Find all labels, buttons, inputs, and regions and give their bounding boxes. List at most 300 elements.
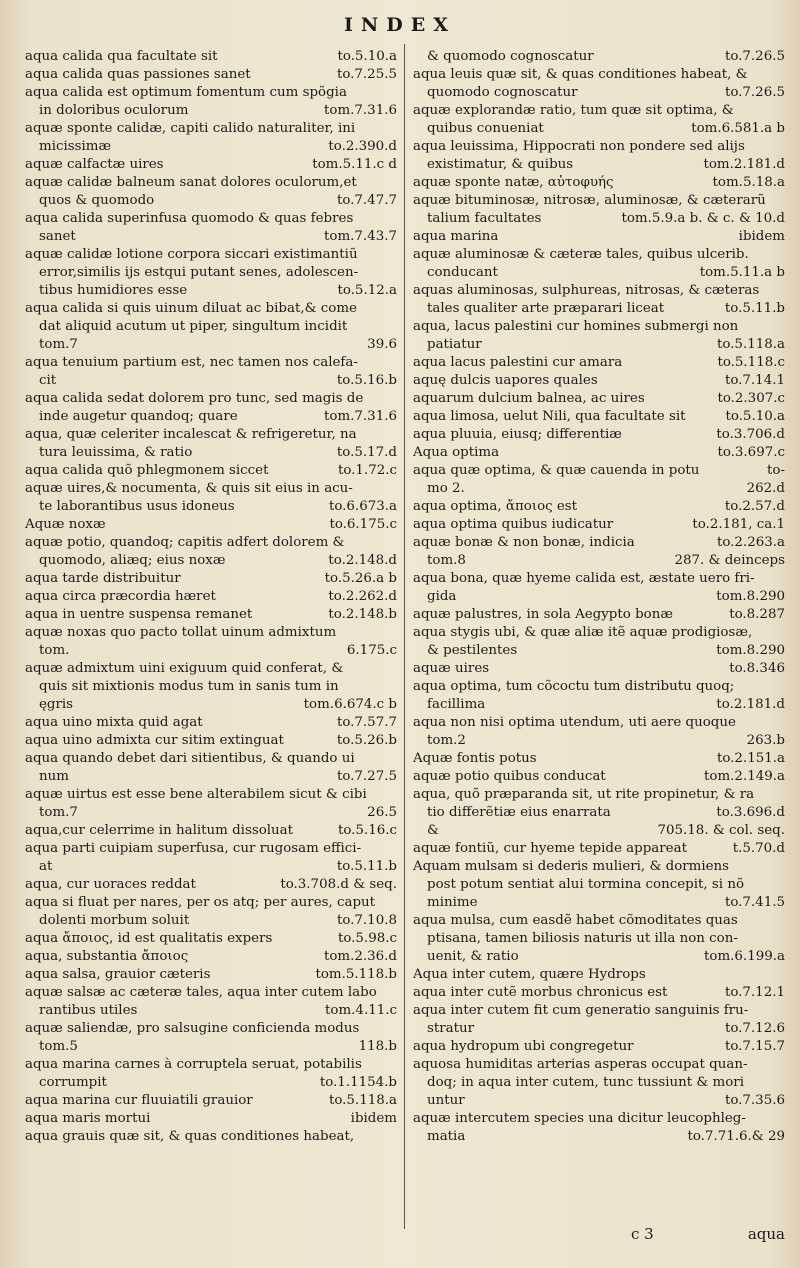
index-entry-line [25, 336, 397, 354]
entry-text: Aquæ noxæ [25, 517, 106, 532]
index-entry-line [25, 174, 397, 192]
entry-text: aqua mulsa, cum easdẽ habet cõmoditates quas [413, 913, 738, 928]
index-entry-line [25, 1110, 397, 1128]
index-entry-line [413, 354, 785, 372]
index-entry-line [25, 966, 397, 984]
entry-text: aqua leuis quæ sit, & quas conditiones habeat, & [413, 67, 748, 82]
index-entry-line [413, 768, 785, 786]
index-entry-line [413, 696, 785, 714]
entry-reference: t.5.70.d [732, 841, 785, 856]
index-entry-line [25, 678, 397, 696]
entry-reference: 705.18. & col. seq. [657, 823, 785, 838]
right-index-column [413, 48, 785, 1146]
index-entry-line [413, 642, 785, 660]
entry-text: aqua quando debet dari sitientibus, & quando ui [25, 751, 355, 766]
index-entry-line [25, 462, 397, 480]
entry-text: aquæ bonæ & non bonæ, indicia [413, 535, 635, 550]
entry-text: gida [427, 589, 457, 604]
entry-reference: 26.5 [367, 805, 397, 820]
entry-reference: to.5.11.b [336, 859, 397, 874]
entry-text: aqua inter cutem fit cum generatio sanguinis fru- [413, 1003, 749, 1018]
entry-reference: to.7.10.8 [336, 913, 397, 928]
entry-text: mo 2. [427, 481, 465, 496]
index-entry-line [413, 606, 785, 624]
entry-text: at [39, 859, 53, 874]
entry-text: aqua calida sedat dolorem pro tunc, sed magis de [25, 391, 364, 406]
index-entry-line [25, 588, 397, 606]
entry-reference: to.2.263.a [716, 535, 785, 550]
entry-text: aqua calida quas passiones sanet [25, 67, 251, 82]
entry-text: aqua calida qua facultate sit [25, 49, 218, 64]
index-entry-line [25, 948, 397, 966]
entry-reference: 39.6 [367, 337, 397, 352]
entry-text: doq; in aqua inter cutem, tunc tussiunt & mori [427, 1075, 744, 1090]
entry-text: aquæ sponte calidæ, capiti calido naturaliter, ini [25, 121, 356, 136]
entry-reference: to.7.71.6.& 29 [687, 1129, 785, 1144]
entry-text: & quomodo cognoscatur [427, 49, 594, 64]
index-entry-line [413, 678, 785, 696]
entry-text: inde augetur quandoq; quare [39, 409, 238, 424]
entry-text: tom.7 [39, 337, 78, 352]
entry-text: aqua marina cur fluuiatili grauior [25, 1093, 253, 1108]
entry-text: aqua, quæ celeriter incalescat & refrigeretur, na [25, 427, 357, 442]
index-entry-line [413, 48, 785, 66]
entry-text: aqua uino mixta quid agat [25, 715, 203, 730]
index-entry-line [413, 228, 785, 246]
index-entry-line [25, 1092, 397, 1110]
index-entry-line [25, 282, 397, 300]
entry-reference: to.2.390.d [328, 139, 397, 154]
index-entry-line [413, 84, 785, 102]
index-entry-line [413, 912, 785, 930]
index-entry-line [413, 534, 785, 552]
entry-text: Aqua inter cutem, quære Hydrops [413, 967, 646, 982]
index-entry-line [413, 984, 785, 1002]
entry-text: te laborantibus usus idoneus [39, 499, 235, 514]
entry-text: aqua salsa, grauior cæteris [25, 967, 211, 982]
index-entry-line [25, 660, 397, 678]
entry-text: aquas aluminosas, sulphureas, nitrosas, & cæteras [413, 283, 760, 298]
entry-reference: to.5.26.b [336, 733, 397, 748]
entry-reference: to.3.706.d [716, 427, 785, 442]
entry-reference: tom.5.118.b [315, 967, 397, 982]
index-entry-line [25, 498, 397, 516]
entry-text: aqua calida quõ phlegmonem siccet [25, 463, 269, 478]
index-entry-line [413, 444, 785, 462]
index-entry-line [25, 102, 397, 120]
entry-reference: to.7.41.5 [724, 895, 785, 910]
entry-text: aquæ potio, quandoq; capitis adfert dolorem & [25, 535, 345, 550]
entry-text: post potum sentiat alui tormina concepit, si nõ [427, 877, 745, 892]
entry-reference: tom.2.181.d [703, 157, 785, 172]
entry-text: aquosa humiditas arterias asperas occupat quan- [413, 1057, 748, 1072]
entry-reference: to.2.181.d [716, 697, 785, 712]
index-entry-line [413, 210, 785, 228]
entry-text: ptisana, tamen biliosis naturis ut illa non con- [427, 931, 738, 946]
entry-text: stratur [427, 1021, 475, 1036]
index-entry-line [25, 750, 397, 768]
index-entry-line [25, 300, 397, 318]
entry-text: micissimæ [39, 139, 112, 154]
entry-text: aqua inter cutẽ morbus chronicus est [413, 985, 668, 1000]
index-entry-line [25, 228, 397, 246]
page-title: INDEX [344, 14, 456, 36]
entry-text: aquæ intercutem species una dicitur leucophleg- [413, 1111, 746, 1126]
index-entry-line [25, 84, 397, 102]
entry-reference: tom.2.149.a [704, 769, 785, 784]
index-entry-line [25, 210, 397, 228]
index-entry-line [413, 516, 785, 534]
entry-text: aquæ aluminosæ & cæteræ tales, quibus ulcerib. [413, 247, 749, 262]
entry-text: facillima [427, 697, 486, 712]
index-entry-line [413, 138, 785, 156]
entry-text: aqua pluuia, eiusq; differentiæ [413, 427, 622, 442]
left-index-column [25, 48, 397, 1146]
entry-reference: to.1.1154.b [319, 1075, 397, 1090]
entry-reference: tom.6.674.c b [303, 697, 397, 712]
index-entry-line [413, 588, 785, 606]
index-entry-line [413, 570, 785, 588]
entry-text: dolenti morbum soluit [39, 913, 190, 928]
index-entry-line [413, 660, 785, 678]
entry-reference: tom.4.11.c [325, 1003, 397, 1018]
index-entry-line [413, 480, 785, 498]
index-entry-line [25, 48, 397, 66]
entry-text: aqua si fluat per nares, per os atq; per aures, caput [25, 895, 376, 910]
index-entry-line [413, 840, 785, 858]
index-entry-line [413, 1038, 785, 1056]
entry-reference: tom.8.290 [716, 589, 785, 604]
entry-reference: 118.b [358, 1039, 397, 1054]
entry-reference: to.8.346 [729, 661, 785, 676]
index-entry-line [25, 768, 397, 786]
entry-text: aqua bona, quæ hyeme calida est, æstate uero fri- [413, 571, 755, 586]
entry-text: aquę dulcis uapores quales [413, 373, 598, 388]
entry-reference: 262.d [746, 481, 785, 496]
entry-text: minime [427, 895, 478, 910]
entry-reference: to.5.118.a [328, 1093, 397, 1108]
entry-text: & [427, 823, 439, 838]
entry-reference: to.7.12.6 [724, 1021, 785, 1036]
entry-text: aqua, lacus palestini cur homines submergi non [413, 319, 739, 334]
entry-text: aqua uino admixta cur sitim extinguat [25, 733, 284, 748]
entry-reference: to.7.27.5 [336, 769, 397, 784]
index-entry-line [413, 930, 785, 948]
entry-reference: tom.7.43.7 [324, 229, 397, 244]
index-entry-line [25, 246, 397, 264]
entry-reference: to.7.35.6 [724, 1093, 785, 1108]
index-entry-line [25, 156, 397, 174]
entry-reference: tom.6.199.a [704, 949, 785, 964]
entry-text: untur [427, 1093, 465, 1108]
entry-text: cit [39, 373, 57, 388]
entry-reference: to.5.16.b [336, 373, 397, 388]
index-entry-line [25, 876, 397, 894]
entry-text: quis sit mixtionis modus tum in sanis tum in [39, 679, 339, 694]
index-entry-line [413, 408, 785, 426]
entry-text: aquæ uirtus est esse bene alterabilem sicut & cibi [25, 787, 367, 802]
index-entry-line [413, 246, 785, 264]
index-entry-line [413, 264, 785, 282]
entry-text: tom.7 [39, 805, 78, 820]
index-entry-line [25, 264, 397, 282]
entry-reference: to.8.287 [729, 607, 785, 622]
entry-text: existimatur, & quibus [427, 157, 574, 172]
entry-reference: to.5.17.d [336, 445, 397, 460]
entry-text: in doloribus oculorum [39, 103, 189, 118]
entry-text: aqua calida si quis uinum diluat ac bibat,& come [25, 301, 357, 316]
index-entry-line [413, 1110, 785, 1128]
index-entry-line [25, 642, 397, 660]
entry-text: tom. [39, 643, 70, 658]
index-entry-line [413, 102, 785, 120]
entry-reference: tom.6.581.a b [691, 121, 785, 136]
entry-reference: to.7.57.7 [336, 715, 397, 730]
entry-text: aqua parti cuipiam superfusa, cur rugosam effici- [25, 841, 362, 856]
entry-reference: to.2.57.d [724, 499, 785, 514]
index-entry-line [413, 732, 785, 750]
entry-text: corrumpit [39, 1075, 107, 1090]
index-entry-line [413, 192, 785, 210]
index-entry-line [413, 156, 785, 174]
entry-reference: ibidem [350, 1111, 397, 1126]
entry-text: aqua calida superinfusa quomodo & quas febres [25, 211, 354, 226]
entry-reference: to.5.10.a [337, 49, 397, 64]
entry-text: uenit, & ratio [427, 949, 519, 964]
entry-text: Aquæ fontis potus [413, 751, 537, 766]
entry-reference: to.2.307.c [717, 391, 785, 406]
signature-mark: c 3 [631, 1225, 654, 1243]
entry-reference: to.2.148.d [328, 553, 397, 568]
index-entry-line [413, 462, 785, 480]
index-entry-line [413, 858, 785, 876]
entry-reference: to.3.697.c [717, 445, 785, 460]
entry-text: patiatur [427, 337, 482, 352]
index-entry-line [25, 408, 397, 426]
entry-text: aquæ noxas quo pacto tollat uinum admixtum [25, 625, 337, 640]
index-entry-line [413, 822, 785, 840]
entry-reference: to.6.673.a [328, 499, 397, 514]
index-entry-line [25, 822, 397, 840]
index-entry-line [413, 66, 785, 84]
entry-text: quomodo cognoscatur [427, 85, 578, 100]
entry-text: aqua marina carnes à corruptela seruat, potabilis [25, 1057, 362, 1072]
entry-reference: tom.2.36.d [323, 949, 397, 964]
entry-text: aqua maris mortui [25, 1111, 151, 1126]
entry-text: aquæ sponte natæ, αὐτοφυής [413, 175, 614, 190]
entry-text: aquæ calidæ lotione corpora siccari existimantiũ [25, 247, 358, 262]
entry-text: tio differẽtiæ eius enarrata [427, 805, 611, 820]
entry-reference: to.5.118.c [717, 355, 785, 370]
index-entry-line [413, 282, 785, 300]
index-entry-line [25, 984, 397, 1002]
entry-reference: to.2.148.b [328, 607, 397, 622]
entry-text: aqua tenuium partium est, nec tamen nos calefa- [25, 355, 358, 370]
entry-reference: to.7.15.7 [724, 1039, 785, 1054]
entry-text: aqua, cur uoraces reddat [25, 877, 196, 892]
index-entry-line [25, 480, 397, 498]
entry-reference: tom.8.290 [716, 643, 785, 658]
entry-reference: to.7.26.5 [724, 85, 785, 100]
index-entry-line [413, 1020, 785, 1038]
entry-reference: tom.5.9.a b. & c. & 10.d [621, 211, 785, 226]
entry-reference: tom.5.11.c d [312, 157, 397, 172]
index-entry-line [413, 786, 785, 804]
entry-text: aquæ uires,& nocumenta, & quis sit eius in acu- [25, 481, 353, 496]
catchword: aqua [747, 1225, 785, 1243]
entry-text: num [39, 769, 69, 784]
index-entry-line [25, 426, 397, 444]
index-entry-line [413, 174, 785, 192]
index-entry-line [25, 732, 397, 750]
index-entry-line [25, 1020, 397, 1038]
entry-reference: to.7.14.1 [724, 373, 785, 388]
entry-reference: to.5.26.a b [324, 571, 397, 586]
entry-text: aquæ salsæ ac cæteræ tales, aqua inter cutem labo [25, 985, 377, 1000]
entry-reference: tom.5.18.a [712, 175, 785, 190]
index-entry-line [413, 714, 785, 732]
entry-text: rantibus utiles [39, 1003, 138, 1018]
index-entry-line [413, 300, 785, 318]
index-entry-line [25, 390, 397, 408]
index-entry-line [413, 498, 785, 516]
index-entry-line [413, 1002, 785, 1020]
entry-reference: to.5.118.a [716, 337, 785, 352]
entry-reference: to.7.12.1 [724, 985, 785, 1000]
index-entry-line [25, 1002, 397, 1020]
index-entry-line [25, 318, 397, 336]
entry-reference: to.2.181, ca.1 [692, 517, 785, 532]
index-entry-line [25, 840, 397, 858]
entry-text: ęgris [39, 697, 74, 712]
entry-text: talium facultates [427, 211, 542, 226]
index-entry-line [25, 930, 397, 948]
entry-text: aqua stygis ubi, & quæ aliæ itẽ aquæ prodigiosæ, [413, 625, 753, 640]
entry-reference: ibidem [738, 229, 785, 244]
entry-reference: to.3.696.d [716, 805, 785, 820]
entry-reference: to.6.175.c [329, 517, 397, 532]
index-entry-line [413, 894, 785, 912]
index-entry-line [413, 876, 785, 894]
entry-text: aqua optima, ἄποιος est [413, 499, 578, 514]
entry-reference: to.5.11.b [724, 301, 785, 316]
entry-text: tom.2 [427, 733, 466, 748]
entry-text: aquæ bituminosæ, nitrosæ, aluminosæ, & cæterarũ [413, 193, 766, 208]
entry-text: aqua lacus palestini cur amara [413, 355, 623, 370]
entry-text: tom.8 [427, 553, 466, 568]
index-entry-line [413, 1128, 785, 1146]
entry-text: aquæ saliendæ, pro salsugine conficienda modus [25, 1021, 360, 1036]
index-entry-line [25, 912, 397, 930]
index-entry-line [25, 552, 397, 570]
index-entry-line [25, 624, 397, 642]
entry-reference: tom.7.31.6 [324, 103, 397, 118]
index-entry-line [413, 804, 785, 822]
entry-text: quos & quomodo [39, 193, 155, 208]
entry-text: Aquam mulsam si dederis mulieri, & dormiens [413, 859, 730, 874]
index-entry-line [25, 534, 397, 552]
entry-text: tales qualiter arte præparari liceat [427, 301, 665, 316]
entry-text: aqua in uentre suspensa remanet [25, 607, 253, 622]
entry-text: aqua optima, tum cõcoctu tum distributu quoq; [413, 679, 735, 694]
column-divider [404, 44, 405, 1229]
entry-text: quomodo, aliæq; eius noxæ [39, 553, 226, 568]
entry-text: tom.5 [39, 1039, 78, 1054]
entry-text: aqua, substantia ἄποιος [25, 949, 189, 964]
index-entry-line [413, 372, 785, 390]
entry-reference: to- [767, 463, 785, 478]
entry-text: aqua hydropum ubi congregetur [413, 1039, 634, 1054]
entry-text: tura leuissima, & ratio [39, 445, 193, 460]
entry-text: aqua marina [413, 229, 499, 244]
entry-text: aqua non nisi optima utendum, uti aere quoque [413, 715, 736, 730]
index-entry-line [25, 1128, 397, 1146]
entry-text: aqua ἄποιος, id est qualitatis expers [25, 931, 273, 946]
index-entry-line [25, 444, 397, 462]
index-entry-line [413, 624, 785, 642]
index-entry-line [25, 696, 397, 714]
entry-text: conducant [427, 265, 498, 280]
entry-text: Aqua optima [413, 445, 500, 460]
entry-reference: to.5.98.c [337, 931, 397, 946]
index-entry-line [413, 1092, 785, 1110]
index-entry-line [25, 570, 397, 588]
entry-text: aquæ calfactæ uires [25, 157, 164, 172]
index-entry-line [25, 516, 397, 534]
entry-text: aquæ fontiũ, cur hyeme tepide appareat [413, 841, 687, 856]
entry-reference: to.2.262.d [328, 589, 397, 604]
entry-reference: 6.175.c [346, 643, 397, 658]
entry-text: aquæ palustres, in sola Aegypto bonæ [413, 607, 673, 622]
entry-reference: to.7.25.5 [336, 67, 397, 82]
entry-text: aquæ potio quibus conducat [413, 769, 606, 784]
index-entry-line [413, 1074, 785, 1092]
index-entry-line [25, 606, 397, 624]
index-entry-line [25, 372, 397, 390]
index-entry-line [25, 1056, 397, 1074]
entry-text: tibus humidiores esse [39, 283, 188, 298]
entry-text: aqua tarde distribuitur [25, 571, 181, 586]
index-entry-line [25, 786, 397, 804]
index-entry-line [413, 750, 785, 768]
entry-text: dat aliquid acutum ut piper, singultum incidit [39, 319, 348, 334]
entry-text: aqua calida est optimum fomentum cum spõgia [25, 85, 347, 100]
entry-reference: to.3.708.d & seq. [280, 877, 397, 892]
index-entry-line [413, 1056, 785, 1074]
page-footer [413, 1225, 785, 1247]
index-entry-line [25, 858, 397, 876]
entry-text: aqua, quõ præparanda sit, ut rite propinetur, & ra [413, 787, 755, 802]
entry-text: aqua leuissima, Hippocrati non pondere sed alijs [413, 139, 745, 154]
entry-reference: to.7.47.7 [336, 193, 397, 208]
index-entry-line [25, 354, 397, 372]
entry-text: aquæ explorandæ ratio, tum quæ sit optima, & [413, 103, 734, 118]
index-entry-line [25, 1074, 397, 1092]
entry-text: aquæ calidæ balneum sanat dolores oculorum,et [25, 175, 357, 190]
index-entry-line [25, 66, 397, 84]
entry-reference: 263.b [746, 733, 785, 748]
entry-text: error,similis ijs estqui putant senes, adolescen- [39, 265, 359, 280]
entry-reference: to.1.72.c [337, 463, 397, 478]
index-entry-line [25, 1038, 397, 1056]
entry-reference: to.7.26.5 [724, 49, 785, 64]
entry-text: aqua circa præcordia hæret [25, 589, 216, 604]
index-entry-line [25, 120, 397, 138]
index-entry-line [413, 948, 785, 966]
entry-text: aquæ uires [413, 661, 490, 676]
index-entry-line [413, 552, 785, 570]
index-entry-line [25, 714, 397, 732]
